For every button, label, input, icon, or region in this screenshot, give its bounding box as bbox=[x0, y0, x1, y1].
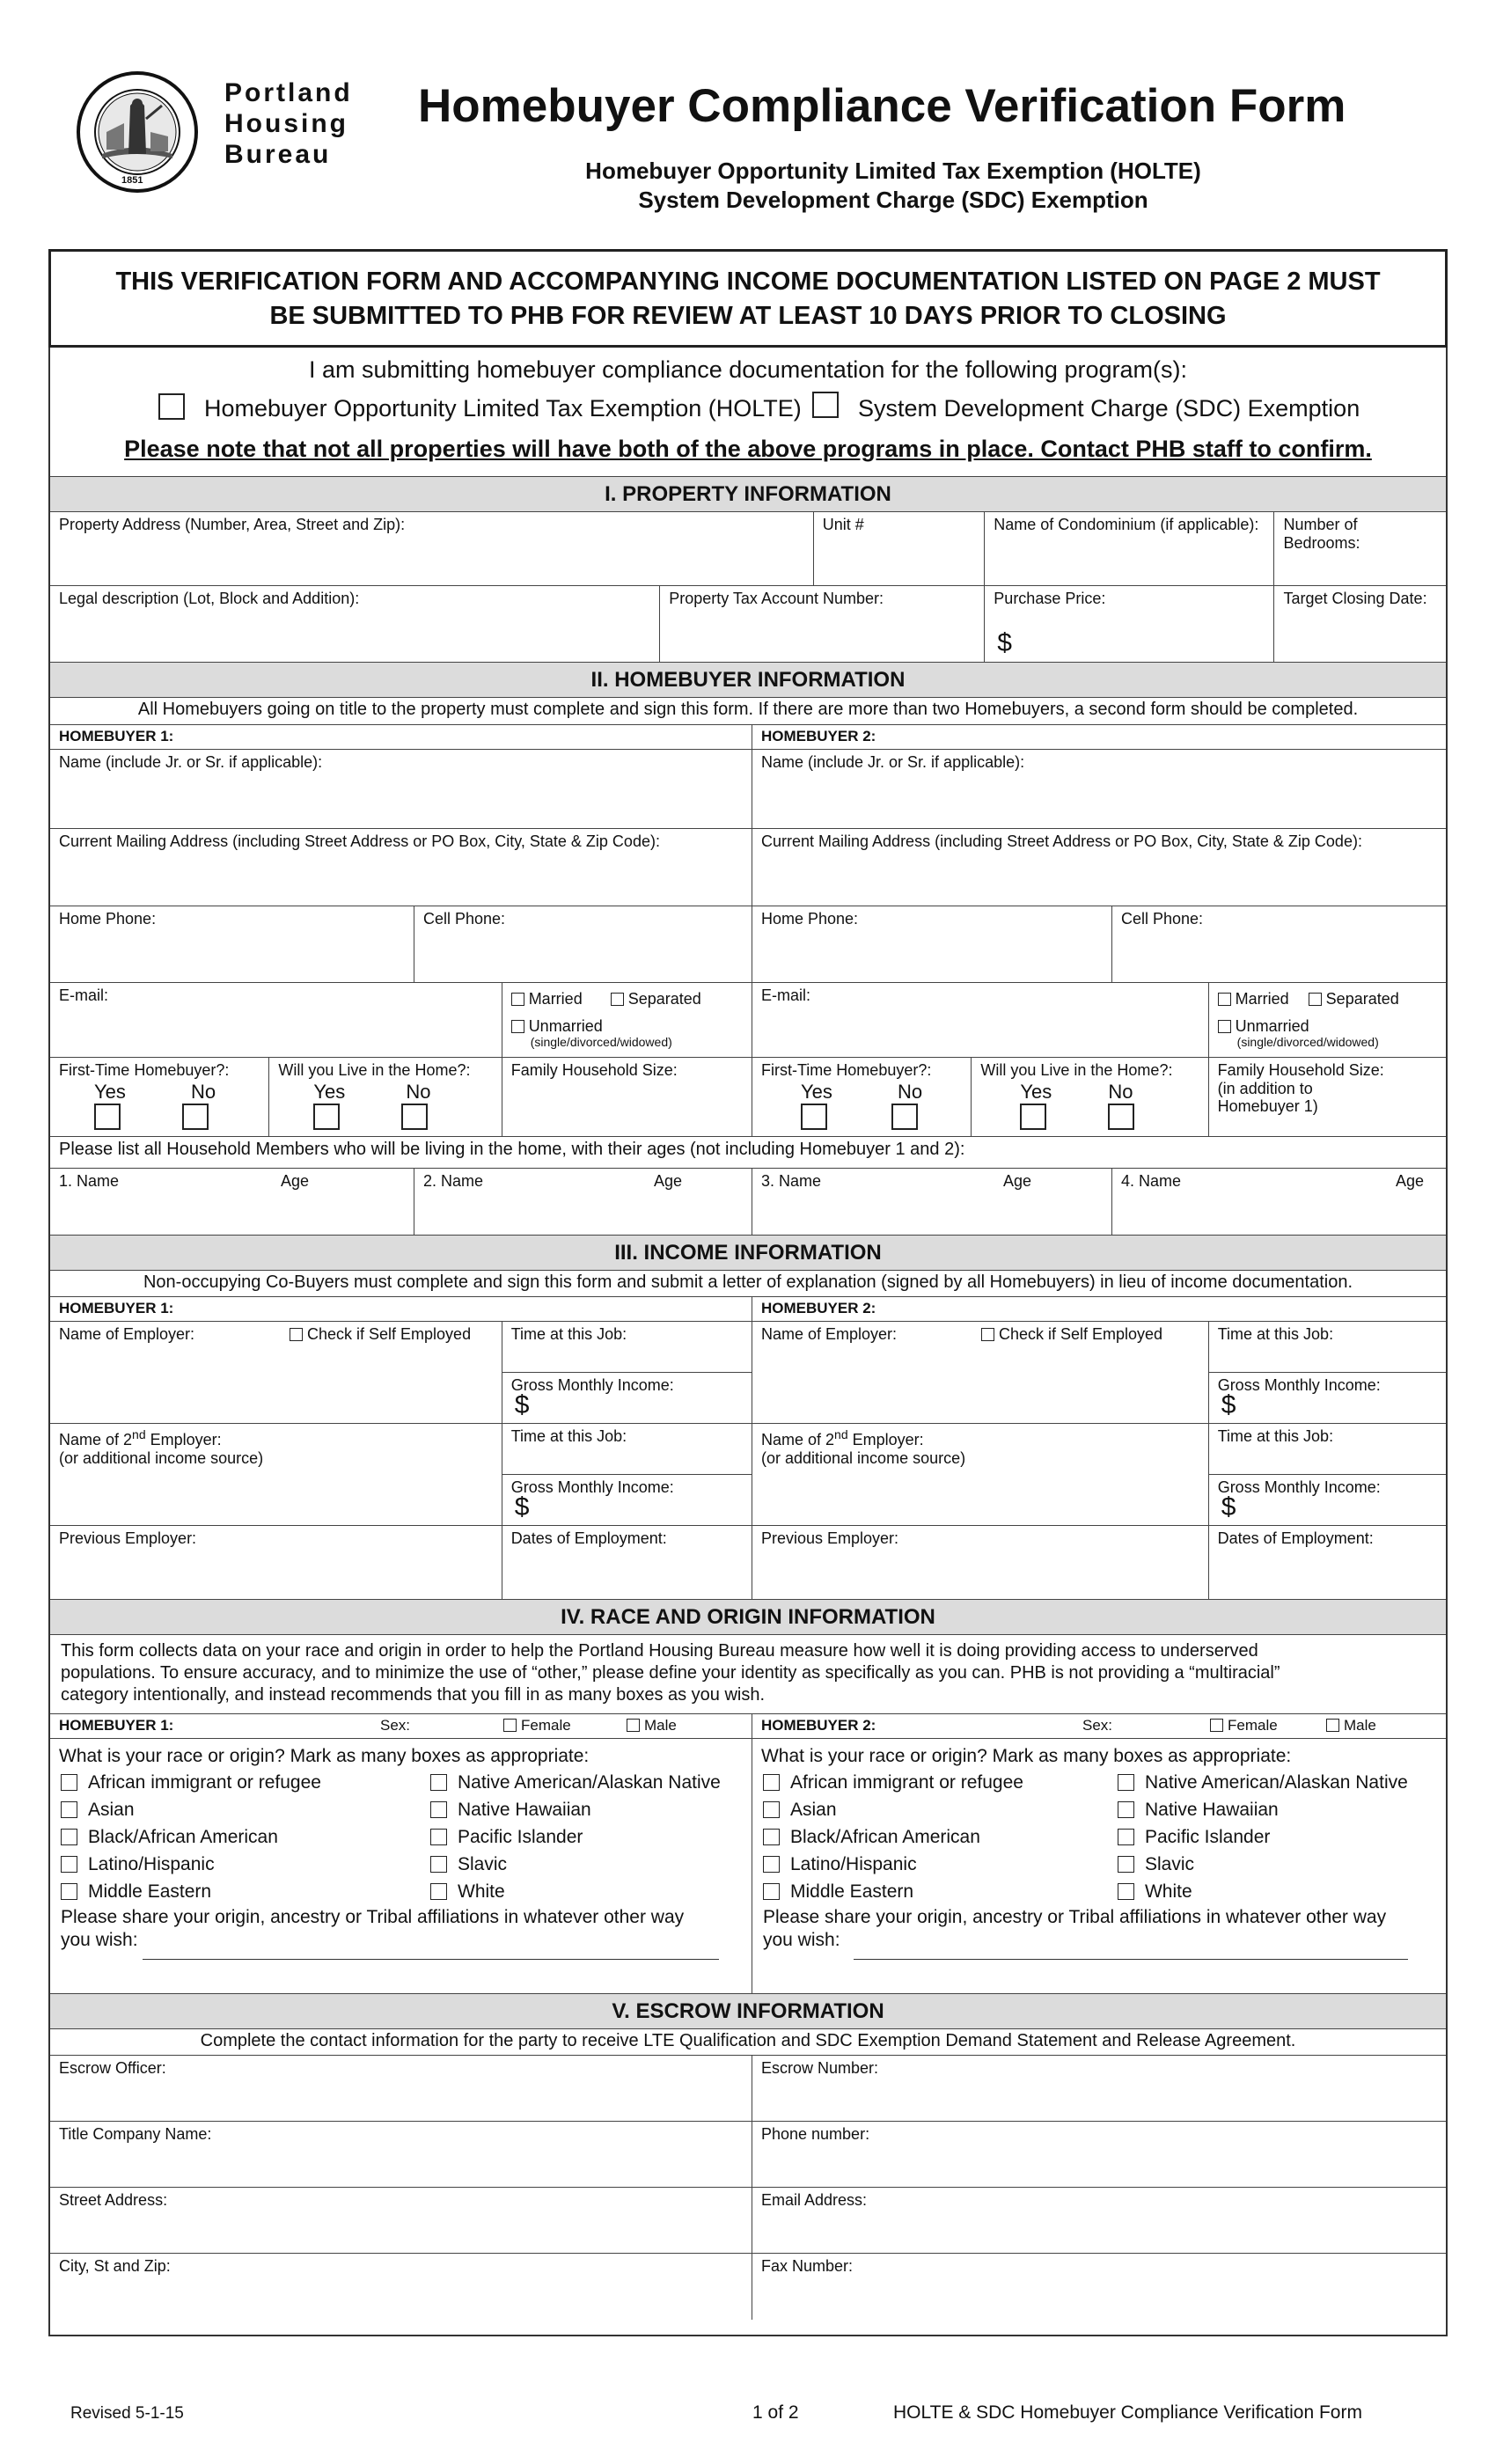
hb2-home-phone-label: Home Phone: bbox=[760, 910, 859, 928]
hb2-cell-phone-field[interactable] bbox=[1112, 906, 1446, 983]
hb1-time-at-job-field[interactable] bbox=[502, 1322, 752, 1372]
escrow-street-field[interactable] bbox=[50, 2188, 752, 2254]
escrow-email-field[interactable] bbox=[752, 2188, 1446, 2254]
hb2-job2-income bbox=[1209, 1424, 1446, 1526]
separated-label: Separated bbox=[1325, 990, 1399, 1008]
employer2-note: (or additional income source) bbox=[59, 1448, 264, 1467]
hb1-mailing-label: Current Mailing Address (including Street Address or PO Box, City, State & Zip Code): bbox=[59, 832, 660, 850]
live-in-label: Will you Live in the Home?: bbox=[980, 1061, 1173, 1079]
race-option[interactable] bbox=[61, 1796, 321, 1823]
income-homebuyer1-header: HOMEBUYER 1: bbox=[50, 1297, 752, 1322]
race-option-label: Pacific Islander bbox=[458, 1827, 583, 1847]
unit-label: Unit # bbox=[822, 516, 864, 533]
hb1-home-phone-field[interactable] bbox=[50, 906, 414, 983]
income-note: Non-occupying Co-Buyers must complete and sign this form and submit a letter of explanation (signed by all Homebuyers) in lieu of income documentation. bbox=[50, 1271, 1446, 1297]
time-at-job-label: Time at this Job: bbox=[1217, 1325, 1334, 1343]
hb2-name-field[interactable] bbox=[752, 750, 1446, 829]
hb1-employer2-field[interactable] bbox=[50, 1424, 502, 1526]
seal-year: 1851 bbox=[121, 175, 143, 186]
hb2-employer-field[interactable] bbox=[752, 1322, 1209, 1424]
household-members-note: Please list all Household Members who will be living in the home, with their ages (not including Homebuyer 1 and 2): bbox=[50, 1137, 1446, 1169]
race-checkbox[interactable] bbox=[430, 1774, 447, 1791]
race-homebuyer2-header bbox=[752, 1714, 1446, 1739]
escrow-number-field[interactable] bbox=[752, 2056, 1446, 2122]
employer2-label: Name of 2 bbox=[59, 1431, 133, 1448]
yes-label: Yes bbox=[94, 1081, 126, 1103]
hb1-female-checkbox[interactable] bbox=[503, 1719, 517, 1732]
escrow-phone-field[interactable] bbox=[752, 2122, 1446, 2188]
hb1-home-phone-label: Home Phone: bbox=[59, 910, 157, 928]
hb1-unmarried-checkbox[interactable] bbox=[511, 1020, 524, 1033]
unmarried-note: (single/divorced/widowed) bbox=[1236, 1035, 1379, 1050]
escrow-email-label: Email Address: bbox=[760, 2191, 868, 2209]
hb2-mailing-field[interactable] bbox=[752, 829, 1446, 906]
self-employed-label: Check if Self Employed bbox=[307, 1325, 472, 1343]
hb2-gross-income-field[interactable] bbox=[1209, 1372, 1446, 1424]
race-checkbox[interactable] bbox=[1118, 1883, 1134, 1900]
race-checkbox[interactable] bbox=[1118, 1856, 1134, 1873]
subtitle-holte: Homebuyer Opportunity Limited Tax Exemption (HOLTE) bbox=[585, 158, 1201, 184]
race-option[interactable] bbox=[430, 1878, 721, 1905]
section-race-title: IV. RACE AND ORIGIN INFORMATION bbox=[50, 1600, 1446, 1635]
homebuyer2-header: HOMEBUYER 2: bbox=[752, 725, 1446, 750]
dollar-sign: $ bbox=[1221, 1390, 1236, 1419]
race-option[interactable] bbox=[763, 1851, 1023, 1878]
closing-date-label: Target Closing Date: bbox=[1283, 590, 1427, 607]
unmarried-label: Unmarried bbox=[1235, 1016, 1309, 1035]
race-hb2-label: HOMEBUYER 2: bbox=[760, 1717, 876, 1734]
title-company-label: Title Company Name: bbox=[59, 2125, 212, 2143]
time-at-job-label: Time at this Job: bbox=[510, 1325, 627, 1343]
household-size-label: Family Household Size: bbox=[510, 1061, 678, 1079]
escrow-number-label: Escrow Number: bbox=[760, 2059, 879, 2077]
hb2-cell-phone-label: Cell Phone: bbox=[1120, 910, 1204, 928]
origin-prompt-line1: Please share your origin, ancestry or Tribal affiliations in whatever other way bbox=[61, 1907, 685, 1927]
hb1-live-in-yes[interactable] bbox=[313, 1104, 340, 1130]
title-company-field[interactable] bbox=[50, 2122, 752, 2188]
gross-income-label: Gross Monthly Income: bbox=[1217, 1376, 1381, 1394]
member1-age-label: Age bbox=[281, 1172, 310, 1190]
hb2-employer2-field[interactable] bbox=[752, 1424, 1209, 1526]
sex-label: Sex: bbox=[380, 1717, 411, 1734]
race-option-label: Native American/Alaskan Native bbox=[1144, 1772, 1408, 1793]
escrow-officer-label: Escrow Officer: bbox=[59, 2059, 166, 2077]
hb2-mailing-label: Current Mailing Address (including Street Address or PO Box, City, State & Zip Code): bbox=[760, 832, 1362, 850]
hb1-previous-employer-field[interactable] bbox=[50, 1526, 502, 1600]
hb1-cell-phone-field[interactable] bbox=[414, 906, 752, 983]
gross-income-label: Gross Monthly Income: bbox=[510, 1376, 674, 1394]
hb1-origin-input-line[interactable] bbox=[143, 1959, 719, 1960]
hb1-name-label: Name (include Jr. or Sr. if applicable): bbox=[59, 753, 323, 771]
race-question: What is your race or origin? Mark as many boxes as appropriate: bbox=[59, 1746, 590, 1766]
hb1-email-label: E-mail: bbox=[59, 986, 109, 1004]
race-option-label: White bbox=[1144, 1881, 1192, 1902]
household-size2-line2: (in addition to bbox=[1217, 1079, 1313, 1097]
notice-line1: THIS VERIFICATION FORM AND ACCOMPANYING INCOME DOCUMENTATION LISTED ON PAGE 2 MUST bbox=[115, 268, 1381, 296]
hb1-job2-income bbox=[502, 1424, 752, 1526]
gross-income-label: Gross Monthly Income: bbox=[1217, 1478, 1381, 1496]
bedrooms-label: Number of Bedrooms: bbox=[1283, 516, 1360, 552]
race-option[interactable] bbox=[61, 1878, 321, 1905]
hb2-gross-income2-field[interactable] bbox=[1209, 1474, 1446, 1526]
dollar-sign: $ bbox=[997, 627, 1012, 657]
employer-label: Name of Employer: bbox=[760, 1325, 898, 1343]
footer-page-number: 1 of 2 bbox=[752, 2402, 799, 2423]
race-intro-line1: This form collects data on your race and origin in order to help the Portland Housing Bureau measure how well it is doing providing access to underserved bbox=[61, 1641, 1258, 1661]
purchase-price-field[interactable] bbox=[985, 586, 1274, 663]
live-in-label: Will you Live in the Home?: bbox=[278, 1061, 471, 1079]
member3-age-label: Age bbox=[1002, 1172, 1032, 1190]
org-name-line2: Housing bbox=[224, 109, 348, 138]
race-checkbox[interactable] bbox=[430, 1883, 447, 1900]
race-option[interactable] bbox=[430, 1823, 721, 1851]
form-title: Homebuyer Compliance Verification Form bbox=[418, 80, 1346, 132]
hb1-race-block bbox=[50, 1739, 752, 1994]
legal-description-field[interactable] bbox=[50, 586, 660, 663]
employer2-label: Name of 2 bbox=[760, 1431, 835, 1448]
race-homebuyer1-header bbox=[50, 1714, 752, 1739]
sdc-label: System Development Charge (SDC) Exemption bbox=[858, 395, 1360, 422]
hb1-male-checkbox[interactable] bbox=[627, 1719, 640, 1732]
married-label: Married bbox=[528, 990, 583, 1008]
race-checkbox[interactable] bbox=[1118, 1829, 1134, 1845]
member4-name-label: 4. Name bbox=[1120, 1172, 1181, 1190]
hb2-email-field[interactable] bbox=[752, 983, 1209, 1058]
org-name-line1: Portland bbox=[224, 78, 353, 107]
race-option-label: Native Hawaiian bbox=[458, 1800, 591, 1820]
race-checkbox[interactable] bbox=[763, 1856, 780, 1873]
hb1-live-in bbox=[269, 1058, 502, 1137]
hb2-female-checkbox[interactable] bbox=[1210, 1719, 1223, 1732]
sex-label: Sex: bbox=[1082, 1717, 1113, 1734]
hb1-time-at-job2-field[interactable] bbox=[502, 1424, 752, 1474]
first-time-label: First-Time Homebuyer?: bbox=[59, 1061, 230, 1079]
hb2-job-income bbox=[1209, 1322, 1446, 1424]
hb1-cell-phone-label: Cell Phone: bbox=[422, 910, 506, 928]
member3-name-label: 3. Name bbox=[760, 1172, 822, 1190]
hb1-marital-status bbox=[502, 983, 752, 1058]
hb1-email-field[interactable] bbox=[50, 983, 502, 1058]
holte-checkbox[interactable] bbox=[158, 393, 185, 420]
hb1-married-checkbox[interactable] bbox=[511, 993, 524, 1006]
race-intro-line3: category intentionally, and instead recommends that you fill in as many boxes as you wish. bbox=[61, 1685, 766, 1705]
race-option-label: Latino/Hispanic bbox=[88, 1854, 215, 1874]
no-label: No bbox=[1108, 1081, 1133, 1103]
employer2-label-b: Employer: bbox=[145, 1431, 222, 1448]
closing-date-field[interactable] bbox=[1274, 586, 1446, 663]
origin-prompt-line1: Please share your origin, ancestry or Tribal affiliations in whatever other way bbox=[762, 1907, 1387, 1927]
member3-field[interactable] bbox=[752, 1169, 1112, 1236]
hb2-married-checkbox[interactable] bbox=[1218, 993, 1231, 1006]
male-label: Male bbox=[644, 1717, 677, 1734]
race-checkbox[interactable] bbox=[763, 1883, 780, 1900]
tax-account-label: Property Tax Account Number: bbox=[669, 590, 884, 607]
holte-label: Homebuyer Opportunity Limited Tax Exemption (HOLTE) bbox=[204, 395, 802, 422]
dates-label: Dates of Employment: bbox=[510, 1529, 667, 1547]
notice-box bbox=[48, 249, 1448, 348]
member2-field[interactable] bbox=[414, 1169, 752, 1236]
race-option-label: Native American/Alaskan Native bbox=[458, 1772, 721, 1793]
race-option-label: Black/African American bbox=[88, 1827, 278, 1847]
member1-name-label: 1. Name bbox=[59, 1172, 120, 1190]
hb2-household-size-field[interactable] bbox=[1209, 1058, 1446, 1137]
race-option-label: African immigrant or refugee bbox=[88, 1772, 321, 1793]
race-option[interactable] bbox=[763, 1769, 1023, 1796]
race-option-label: Slavic bbox=[458, 1854, 508, 1874]
section-property-title: I. PROPERTY INFORMATION bbox=[50, 477, 1446, 512]
escrow-fax-field[interactable] bbox=[752, 2254, 1446, 2320]
race-option[interactable] bbox=[61, 1769, 321, 1796]
hb2-self-employed-checkbox[interactable] bbox=[981, 1328, 994, 1341]
employer2-label-b: Employer: bbox=[847, 1431, 924, 1448]
org-name-line3: Bureau bbox=[224, 140, 332, 169]
member2-age-label: Age bbox=[653, 1172, 682, 1190]
race-checkbox[interactable] bbox=[61, 1856, 77, 1873]
race-option[interactable] bbox=[430, 1851, 721, 1878]
employer-label: Name of Employer: bbox=[59, 1325, 195, 1343]
race-option-label: Middle Eastern bbox=[88, 1881, 212, 1902]
hb1-race-left-list bbox=[61, 1769, 321, 1905]
unmarried-note: (single/divorced/widowed) bbox=[530, 1035, 672, 1050]
hb2-live-in bbox=[972, 1058, 1208, 1137]
origin-prompt-line2: you wish: bbox=[61, 1930, 138, 1950]
city-seal-logo bbox=[76, 70, 199, 194]
race-intro-line2: populations. To ensure accuracy, and to minimize the use of “other,” please define your identity as specifically as you can. PHB is not providing a “multiracial” bbox=[61, 1663, 1280, 1683]
hb2-race-left-list bbox=[763, 1769, 1023, 1905]
property-address-field[interactable] bbox=[50, 512, 814, 586]
hb2-first-time-yes[interactable] bbox=[801, 1104, 827, 1130]
hb1-employer-field[interactable] bbox=[50, 1322, 502, 1424]
hb1-name-field[interactable] bbox=[50, 750, 752, 829]
previous-employer-label: Previous Employer: bbox=[760, 1529, 899, 1547]
race-option-label: Black/African American bbox=[789, 1827, 980, 1847]
hb1-dates-field[interactable] bbox=[502, 1526, 752, 1600]
race-checkbox[interactable] bbox=[430, 1829, 447, 1845]
race-checkbox[interactable] bbox=[430, 1801, 447, 1818]
dates-label: Dates of Employment: bbox=[1217, 1529, 1374, 1547]
escrow-fax-label: Fax Number: bbox=[760, 2257, 854, 2275]
race-checkbox[interactable] bbox=[763, 1774, 780, 1791]
escrow-street-label: Street Address: bbox=[59, 2191, 168, 2209]
race-option-label: Pacific Islander bbox=[1144, 1827, 1271, 1847]
program-warning: Please note that not all properties will have both of the above programs in place. Contact PHB staff to confirm. bbox=[124, 436, 1372, 462]
program-selection bbox=[50, 348, 1446, 477]
form-subtitle bbox=[493, 157, 1294, 215]
hb2-live-in-yes[interactable] bbox=[1020, 1104, 1046, 1130]
hb1-job-income bbox=[502, 1322, 752, 1424]
race-option[interactable] bbox=[763, 1878, 1023, 1905]
race-option[interactable] bbox=[430, 1769, 721, 1796]
legal-description-label: Legal description (Lot, Block and Addition): bbox=[59, 590, 360, 607]
no-label: No bbox=[191, 1081, 216, 1103]
origin-prompt bbox=[61, 1906, 684, 1952]
footer-revised: Revised 5-1-15 bbox=[70, 2404, 184, 2423]
race-option-label: African immigrant or refugee bbox=[789, 1772, 1023, 1793]
yes-label: Yes bbox=[1020, 1081, 1052, 1103]
race-option-label: Native Hawaiian bbox=[1144, 1800, 1279, 1820]
race-option[interactable] bbox=[1118, 1796, 1408, 1823]
hb1-race-right-list bbox=[430, 1769, 721, 1905]
male-label: Male bbox=[1343, 1717, 1376, 1734]
no-label: No bbox=[897, 1081, 923, 1103]
hb1-live-in-no[interactable] bbox=[401, 1104, 428, 1130]
first-time-label: First-Time Homebuyer?: bbox=[760, 1061, 932, 1079]
hb2-first-time-no[interactable] bbox=[891, 1104, 918, 1130]
race-option-label: White bbox=[458, 1881, 505, 1902]
hb1-household-size-field[interactable] bbox=[502, 1058, 752, 1137]
hb1-gross-income-field[interactable] bbox=[502, 1372, 752, 1424]
hb2-first-time bbox=[752, 1058, 972, 1137]
female-label: Female bbox=[1227, 1717, 1278, 1734]
hb2-male-checkbox[interactable] bbox=[1326, 1719, 1339, 1732]
hb2-separated-checkbox[interactable] bbox=[1309, 993, 1322, 1006]
gross-income-label: Gross Monthly Income: bbox=[510, 1478, 674, 1496]
time-at-job-label: Time at this Job: bbox=[510, 1427, 627, 1445]
separated-label: Separated bbox=[627, 990, 701, 1008]
property-address-label: Property Address (Number, Area, Street and Zip): bbox=[59, 516, 406, 533]
race-hb1-label: HOMEBUYER 1: bbox=[59, 1717, 174, 1734]
homebuyer1-header: HOMEBUYER 1: bbox=[50, 725, 752, 750]
hb2-dates-field[interactable] bbox=[1209, 1526, 1446, 1600]
notice-line2: BE SUBMITTED TO PHB FOR REVIEW AT LEAST 10 DAYS PRIOR TO CLOSING bbox=[269, 302, 1227, 330]
previous-employer-label: Previous Employer: bbox=[59, 1529, 197, 1547]
dollar-sign: $ bbox=[1221, 1492, 1236, 1522]
employer2-note: (or additional income source) bbox=[760, 1448, 966, 1467]
footer-form-name: HOLTE & SDC Homebuyer Compliance Verification Form bbox=[893, 2402, 1362, 2423]
race-checkbox[interactable] bbox=[763, 1829, 780, 1845]
member4-field[interactable] bbox=[1112, 1169, 1446, 1236]
yes-label: Yes bbox=[313, 1081, 346, 1103]
condo-label: Name of Condominium (if applicable): bbox=[994, 516, 1259, 533]
race-option-label: Middle Eastern bbox=[789, 1881, 914, 1902]
hb2-time-at-job2-field[interactable] bbox=[1209, 1424, 1446, 1474]
race-option[interactable] bbox=[430, 1796, 721, 1823]
race-option-label: Asian bbox=[789, 1800, 837, 1820]
race-checkbox[interactable] bbox=[1118, 1801, 1134, 1818]
employer2-sup: nd bbox=[132, 1427, 146, 1441]
bedrooms-field[interactable] bbox=[1274, 512, 1446, 586]
household-size2-line1: Family Household Size: bbox=[1217, 1061, 1384, 1079]
hb1-gross-income2-field[interactable] bbox=[502, 1474, 752, 1526]
hb1-first-time bbox=[50, 1058, 269, 1137]
section-escrow-title: V. ESCROW INFORMATION bbox=[50, 1994, 1446, 2029]
dollar-sign: $ bbox=[514, 1492, 530, 1522]
escrow-officer-field[interactable] bbox=[50, 2056, 752, 2122]
race-checkbox[interactable] bbox=[61, 1774, 77, 1791]
hb2-email-label: E-mail: bbox=[760, 986, 810, 1004]
yes-label: Yes bbox=[800, 1081, 832, 1103]
race-question: What is your race or origin? Mark as many boxes as appropriate: bbox=[760, 1746, 1292, 1766]
hb2-race-right-list bbox=[1118, 1769, 1408, 1905]
race-checkbox[interactable] bbox=[430, 1856, 447, 1873]
household-size2-line3: Homebuyer 1) bbox=[1217, 1097, 1318, 1116]
dollar-sign: $ bbox=[514, 1390, 530, 1419]
org-name bbox=[224, 77, 353, 170]
employer2-sup: nd bbox=[834, 1427, 848, 1441]
section-income-title: III. INCOME INFORMATION bbox=[50, 1236, 1446, 1271]
member4-age-label: Age bbox=[1395, 1172, 1424, 1190]
unmarried-label: Unmarried bbox=[528, 1016, 603, 1035]
hb1-mailing-field[interactable] bbox=[50, 829, 752, 906]
female-label: Female bbox=[521, 1717, 571, 1734]
sdc-checkbox[interactable] bbox=[812, 392, 839, 418]
program-intro: I am submitting homebuyer compliance documentation for the following program(s): bbox=[309, 356, 1187, 383]
section-homebuyer-title: II. HOMEBUYER INFORMATION bbox=[50, 663, 1446, 698]
hb1-first-time-no[interactable] bbox=[182, 1104, 209, 1130]
member1-field[interactable] bbox=[50, 1169, 414, 1236]
hb2-marital-status bbox=[1209, 983, 1446, 1058]
race-option-label: Asian bbox=[88, 1800, 135, 1820]
race-option[interactable] bbox=[1118, 1823, 1408, 1851]
time-at-job-label: Time at this Job: bbox=[1217, 1427, 1334, 1445]
race-option[interactable] bbox=[1118, 1851, 1408, 1878]
hb2-previous-employer-field[interactable] bbox=[752, 1526, 1209, 1600]
hb2-unmarried-checkbox[interactable] bbox=[1218, 1020, 1231, 1033]
race-option[interactable] bbox=[61, 1851, 321, 1878]
condo-name-field[interactable] bbox=[985, 512, 1274, 586]
purchase-price-label: Purchase Price: bbox=[994, 590, 1106, 607]
race-option[interactable] bbox=[61, 1823, 321, 1851]
married-label: Married bbox=[1235, 990, 1289, 1008]
race-checkbox[interactable] bbox=[1118, 1774, 1134, 1791]
income-homebuyer2-header: HOMEBUYER 2: bbox=[752, 1297, 1446, 1322]
unit-field[interactable] bbox=[814, 512, 986, 586]
hb1-separated-checkbox[interactable] bbox=[611, 993, 624, 1006]
hb2-live-in-no[interactable] bbox=[1108, 1104, 1134, 1130]
race-option-label: Latino/Hispanic bbox=[789, 1854, 917, 1874]
subtitle-sdc: System Development Charge (SDC) Exemption bbox=[638, 187, 1148, 213]
race-checkbox[interactable] bbox=[61, 1801, 77, 1818]
tax-account-field[interactable] bbox=[660, 586, 985, 663]
hb2-origin-input-line[interactable] bbox=[854, 1959, 1408, 1960]
hb1-first-time-yes[interactable] bbox=[94, 1104, 121, 1130]
escrow-city-label: City, St and Zip: bbox=[59, 2257, 171, 2275]
hb2-home-phone-field[interactable] bbox=[752, 906, 1112, 983]
escrow-phone-label: Phone number: bbox=[760, 2125, 870, 2143]
homebuyer-note: All Homebuyers going on title to the property must complete and sign this form. If there are more than two Homebuyers, a second form should be completed. bbox=[50, 698, 1446, 725]
race-checkbox[interactable] bbox=[61, 1883, 77, 1900]
no-label: No bbox=[406, 1081, 431, 1103]
escrow-city-field[interactable] bbox=[50, 2254, 752, 2320]
race-intro bbox=[50, 1635, 1446, 1714]
hb1-self-employed-checkbox[interactable] bbox=[290, 1328, 303, 1341]
hb2-time-at-job-field[interactable] bbox=[1209, 1322, 1446, 1372]
origin-prompt-line2: you wish: bbox=[762, 1930, 840, 1950]
race-checkbox[interactable] bbox=[61, 1829, 77, 1845]
form-body bbox=[48, 348, 1448, 2336]
race-option[interactable] bbox=[763, 1823, 1023, 1851]
origin-prompt bbox=[763, 1906, 1386, 1952]
hb2-name-label: Name (include Jr. or Sr. if applicable): bbox=[760, 753, 1025, 771]
race-checkbox[interactable] bbox=[763, 1801, 780, 1818]
member2-name-label: 2. Name bbox=[422, 1172, 483, 1190]
race-option[interactable] bbox=[1118, 1878, 1408, 1905]
hb2-race-block bbox=[752, 1739, 1446, 1994]
race-option[interactable] bbox=[763, 1796, 1023, 1823]
race-option-label: Slavic bbox=[1144, 1854, 1195, 1874]
race-option[interactable] bbox=[1118, 1769, 1408, 1796]
escrow-note: Complete the contact information for the party to receive LTE Qualification and SDC Exemption Demand Statement and Release Agreement. bbox=[50, 2029, 1446, 2056]
self-employed-label: Check if Self Employed bbox=[998, 1325, 1163, 1343]
